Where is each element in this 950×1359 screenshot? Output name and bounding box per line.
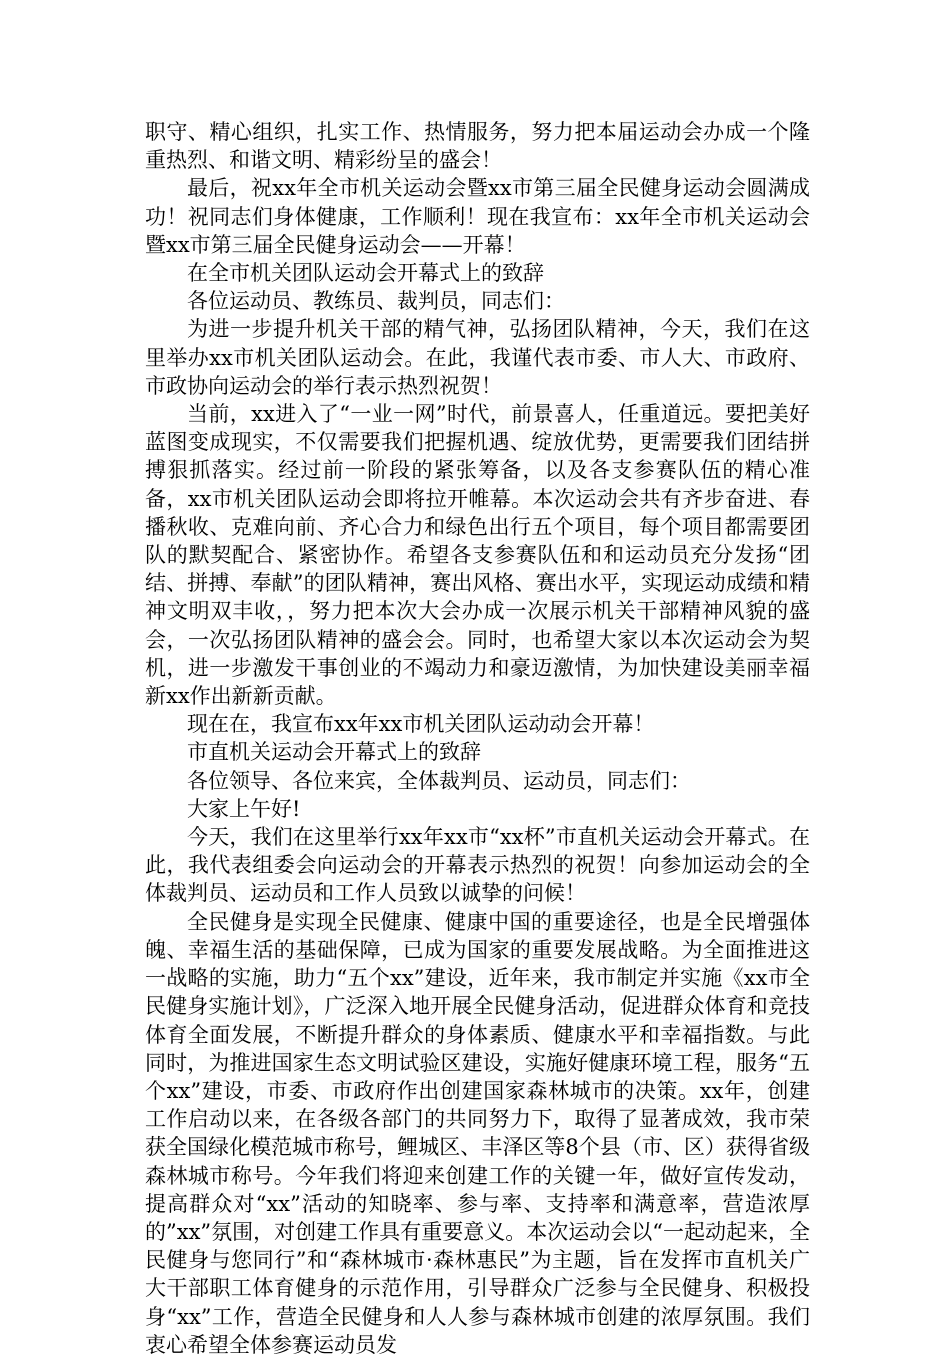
section-heading-2: 市直机关运动会开幕式上的致辞 <box>187 740 481 765</box>
paragraph-5: 现在在，我宣布xx年xx市机关团队运动动会开幕！ <box>187 712 655 737</box>
section-heading-1: 在全市机关团队运动会开幕式上的致辞 <box>187 261 544 286</box>
salutation-1: 各位运动员、教练员、裁判员，同志们： <box>187 289 565 314</box>
document-body <box>145 118 810 1359</box>
paragraph-7: 全民健身是实现全民健康、健康中国的重要途径，也是全民增强体魄、幸福生活的基础保障，已成为国家的重要发展战略。为全面推进这一战略的实施，助力“五个xx”建设，近年来，我市制定并实施《xx市全民健身实施计划》，广泛深入地开展全民健身活动，促进群众体育和竞技体育全面发展，不断提升群众的身体素质、健康水平和幸福指数。与此同时，为推进国家生态文明试验区建设，实施好健康环境工程，服务“五个xx”建设，市委、市政府作出创建国家森林城市的决策。xx年，创建工作启动以来，在各级各部门的共同努力下，取得了显著成效，我市荣获全国绿化模范城市称号，鲤城区、丰泽区等8个县（市、区）获得省级森林城市称号。今年我们将迎来创建工作的关键一年，做好宣传发动，提高群众对“xx”活动的知晓率、参与率、支持率和满意率，营造浓厚的”xx”氛围，对创建工作具有重要意义。本次运动会以“一起动起来，全民健身与您同行”和“森林城市·森林惠民”为主题，旨在发挥市直机关广大干部职工体育健身的示范作用，引导群众广泛参与全民健身、积极投身“xx”工作，营造全民健身和人人参与森林城市创建的浓厚氛围。我们衷心希望全体参赛运动员发 <box>145 909 810 1357</box>
greeting: 大家上午好! <box>187 796 301 821</box>
paragraph-4: 当前，xx进入了“一业一网”时代，前景喜人，任重道远。要把美好蓝图变成现实，不仅需要我们把握机遇、绽放优势，更需要我们团结拼搏狠抓落实。经过前一阶段的紧张筹备，以及各支参赛队伍的精心准备，xx市机关团队运动会即将拉开帷幕。本次运动会共有齐步奋进、春播秋收、克难向前、齐心合力和绿色出行五个项目，每个项目都需要团队的默契配合、紧密协作。希望各支参赛队伍和和运动员充分发扬“团结、拼搏、奉献”的团队精神，赛出风格、赛出水平，实现运动成绩和精神文明双丰收，，努力把本次大会办成一次展示机关干部精神风貌的盛会，一次弘扬团队精神的盛会会。同时，也希望大家以本次运动会为契机，进一步激发干事创业的不竭动力和豪迈激情，为加快建设美丽幸福新xx作出新新贡献。 <box>145 402 810 709</box>
paragraph-2: 最后，祝xx年全市机关运动会暨xx市第三届全民健身运动会圆满成功！祝同志们身体健康，工作顺利！现在我宣布：xx年全市机关运动会暨xx市第三届全民健身运动会——开幕！ <box>145 176 810 257</box>
paragraph-3: 为进一步提升机关干部的精气神，弘扬团队精神，今天，我们在这里举办xx市机关团队运动会。在此，我谨代表市委、市人大、市政府、市政协向运动会的举行表示热烈祝贺！ <box>145 317 810 398</box>
paragraph-1: 职守、精心组织，扎实工作、热情服务，努力把本届运动会办成一个隆重热烈、和谐文明、精彩纷呈的盛会！ <box>145 120 810 173</box>
paragraph-6: 今天，我们在这里举行xx年xx市“xx杯”市直机关运动会开幕式。在此，我代表组委会向运动会的开幕表示热烈的祝贺！向参加运动会的全体裁判员、运动员和工作人员致以诚挚的问候！ <box>145 825 810 906</box>
salutation-2: 各位领导、各位来宾，全体裁判员、运动员，同志们： <box>187 768 691 793</box>
